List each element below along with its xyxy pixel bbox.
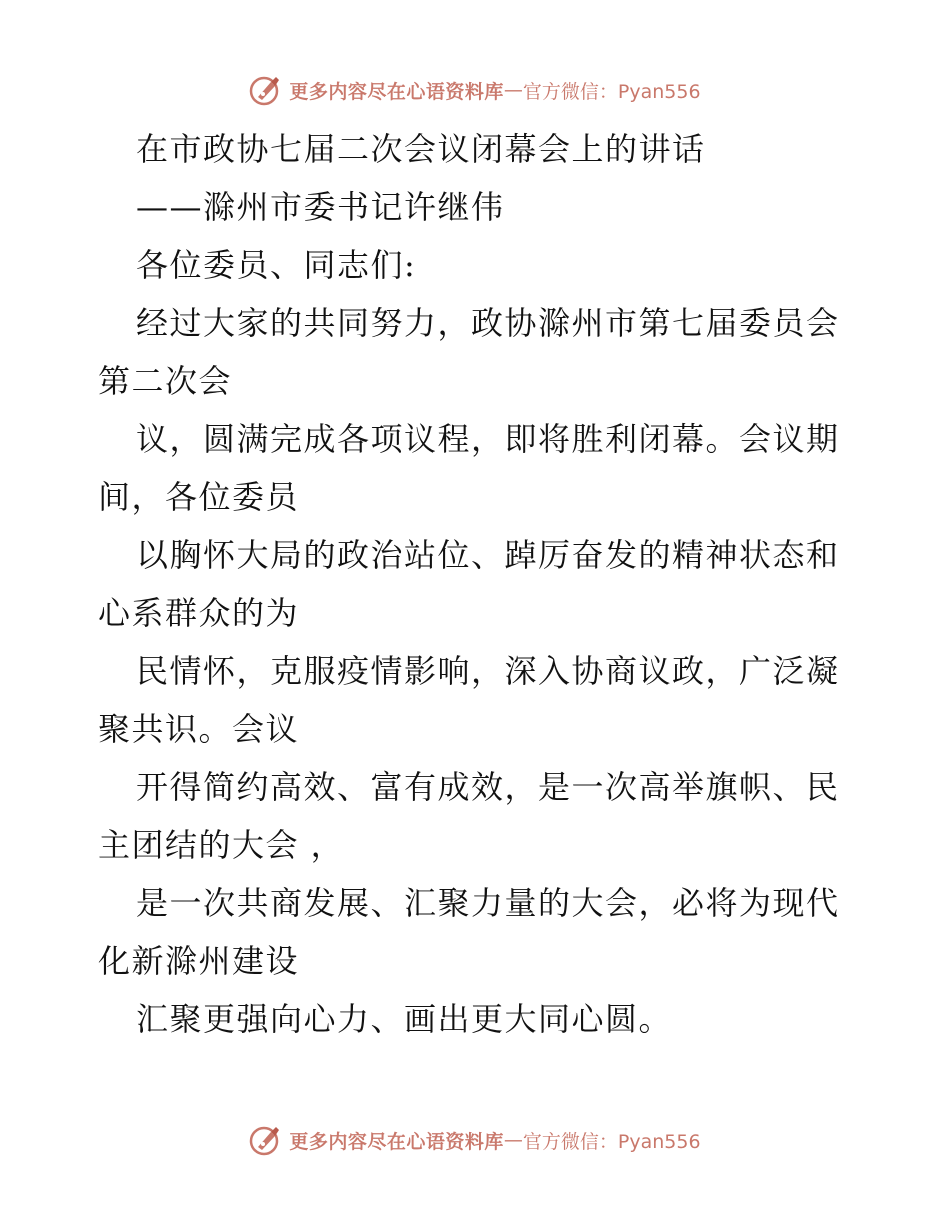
paragraph-line: 议，圆满完成各项议程，即将胜利闭幕。会议期 (136, 420, 840, 458)
paragraph-line: 是一次共商发展、汇聚力量的大会，必将为现代 (136, 884, 840, 922)
paragraph-line: 主团结的大会 ， (98, 826, 345, 864)
paragraph-line: 聚共识。会议 (98, 710, 300, 748)
watermark-main-text: 更多内容尽在心语资料库 (289, 1130, 504, 1153)
paragraph-line: 第二次会 (98, 362, 233, 400)
pen-nib-logo-icon (249, 1123, 283, 1157)
document-author: ——滁州市委书记许继伟 (136, 188, 505, 226)
paragraph-line: 民情怀，克服疫情影响，深入协商议政，广泛凝 (136, 652, 840, 690)
watermark-separator: — (503, 79, 523, 101)
watermark-wechat-text: 官方微信：Pyan556 (522, 80, 701, 103)
paragraph-line: 汇聚更强向心力、画出更大同心圆。 (136, 1000, 673, 1038)
pen-nib-logo-icon (249, 73, 283, 107)
paragraph-line: 经过大家的共同努力，政协滁州市第七届委员会 (136, 304, 840, 342)
paragraph-line: 化新滁州建设 (98, 942, 300, 980)
document-title: 在市政协七届二次会议闭幕会上的讲话 (136, 130, 706, 168)
watermark-separator: — (503, 1129, 523, 1151)
watermark-wechat-text: 官方微信：Pyan556 (522, 1130, 701, 1153)
watermark-main-text: 更多内容尽在心语资料库 (289, 80, 504, 103)
header-watermark (0, 70, 950, 110)
paragraph-line: 间，各位委员 (98, 478, 300, 516)
paragraph-line: 心系群众的为 (98, 594, 300, 632)
document-body (98, 120, 858, 1048)
footer-watermark (0, 1120, 950, 1160)
paragraph-line: 以胸怀大局的政治站位、踔厉奋发的精神状态和 (136, 536, 840, 574)
paragraph-line: 开得简约高效、富有成效，是一次高举旗帜、民 (136, 768, 840, 806)
salutation: 各位委员、同志们: (136, 246, 417, 284)
